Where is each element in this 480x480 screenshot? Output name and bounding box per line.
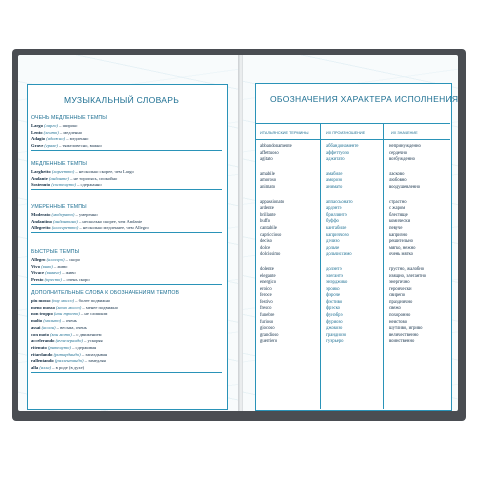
- italian-term: buffo: [260, 219, 271, 225]
- entry-term: alla: [31, 365, 39, 371]
- term-meaning: любовно: [389, 178, 407, 184]
- term-pronunciation: ардэнтэ: [326, 206, 342, 212]
- italian-term: agitato: [260, 157, 273, 163]
- term-pronunciation: дэчизо: [326, 239, 340, 245]
- entry-term: accelerando: [31, 338, 55, 344]
- entry-meaning: – ускоряя: [82, 338, 103, 344]
- term-meaning: возбужденно: [389, 157, 415, 163]
- group-spacer: [326, 192, 358, 200]
- dictionary-entry: [31, 338, 222, 345]
- entry-meaning: – очень скоро: [61, 277, 90, 283]
- term-meaning: капризно: [389, 232, 408, 238]
- term-pronunciation: фунэбрэ: [326, 313, 343, 319]
- entry-term: Andante: [31, 175, 48, 181]
- term-pronunciation: грандиозо: [326, 332, 347, 338]
- entry-pronunciation: (анданте): [49, 175, 69, 181]
- term-pronunciation: амабиле: [326, 171, 343, 177]
- entry-meaning: – несколько скорее, чем Andante: [77, 218, 143, 224]
- entry-meaning: – не слишком: [79, 311, 108, 317]
- term-pronunciation: эроико: [326, 286, 340, 292]
- entry-term: ritenuto: [31, 344, 47, 350]
- entry-term: Allegro: [31, 257, 46, 262]
- column-divider: [383, 123, 384, 409]
- entry-pronunciation: (ларгетто): [51, 169, 75, 174]
- dictionary-entry: [31, 143, 222, 150]
- section-heading: БЫСТРЫЕ ТЕМПЫ: [31, 249, 80, 255]
- entry-meaning: – сдержанно: [75, 182, 102, 188]
- title-divider: [255, 123, 450, 124]
- entry-term: assai: [31, 324, 41, 330]
- column-header-italian: ИТАЛЬЯНСКИЕ ТЕРМИНЫ: [260, 131, 309, 135]
- italian-term: ardente: [260, 206, 274, 212]
- term-pronunciation: энэрджико: [326, 280, 348, 286]
- dictionary-entry: [31, 270, 222, 277]
- term-meaning: празднично: [389, 299, 413, 305]
- entry-meaning: – умеренно: [74, 212, 98, 217]
- dictionary-entry: [31, 123, 222, 130]
- dictionary-entry: [31, 225, 222, 232]
- term-meaning: певуче: [389, 225, 403, 231]
- dictionary-entry: [31, 182, 222, 189]
- column-header-meaning: ИХ ЗНАЧЕНИЕ: [391, 131, 418, 135]
- page-title: ОБОЗНАЧЕНИЯ ХАРАКТЕРА ИСПОЛНЕНИЯ: [270, 94, 458, 104]
- term-pronunciation: фрэско: [326, 306, 340, 312]
- entry-meaning: – медленно: [65, 136, 89, 142]
- dictionary-section: [31, 288, 222, 373]
- term-pronunciation: аппассьонато: [326, 199, 353, 205]
- term-pronunciation: джокозо: [326, 326, 343, 332]
- term-meaning: неистово: [389, 319, 408, 325]
- term-meaning: блестяще: [389, 212, 408, 218]
- entry-term: Grave: [31, 143, 44, 149]
- term-meaning: воодушевленно: [389, 184, 421, 190]
- italian-term: feroce: [260, 293, 272, 299]
- entry-pronunciation: (ритардандо): [53, 351, 81, 357]
- italian-term: capriccioso: [260, 232, 282, 238]
- dictionary-entry: [31, 298, 222, 305]
- italian-term: giocoso: [260, 326, 275, 332]
- dictionary-entry: [31, 352, 222, 359]
- entry-pronunciation: (адажио): [46, 136, 66, 142]
- entry-meaning: – с движением: [71, 331, 102, 337]
- term-meaning: решительно: [389, 239, 414, 245]
- group-spacer: [260, 164, 292, 172]
- entry-meaning: – медленно: [58, 129, 83, 135]
- dictionary-entry: [31, 345, 222, 352]
- dictionary-section: [31, 159, 222, 190]
- entry-term: Sostenuto: [31, 182, 51, 188]
- dictionary-entry: [31, 311, 222, 318]
- dictionary-entry: [31, 358, 222, 365]
- entry-pronunciation: (пиу моссо): [51, 298, 75, 303]
- italian-term: cantabile: [260, 225, 277, 231]
- italian-term: guerriero: [260, 339, 278, 345]
- entry-pronunciation: (виваче): [45, 270, 62, 276]
- entry-meaning: – замедляя: [83, 358, 106, 364]
- entry-pronunciation: (алла): [39, 365, 52, 371]
- term-meaning: очень мягко: [389, 252, 413, 258]
- term-pronunciation: фуриозо: [326, 319, 343, 325]
- entry-term: Presto: [31, 277, 44, 283]
- dictionary-section: [31, 247, 222, 285]
- italian-term: dolce: [260, 245, 271, 251]
- italian-term: funebre: [260, 313, 275, 319]
- entry-term: Vivo: [31, 263, 41, 269]
- entry-term: ritardando: [31, 351, 53, 357]
- entry-pronunciation: (ритенуто): [47, 344, 71, 350]
- entry-pronunciation: (ассаи): [41, 324, 56, 330]
- entry-pronunciation: (виво): [41, 263, 53, 269]
- entry-meaning: – тяжеловесно, важно: [57, 143, 102, 149]
- italian-term: brillante: [260, 212, 276, 218]
- term-pronunciation: дольчиссимо: [326, 252, 352, 258]
- entry-term: meno mosso: [31, 304, 55, 310]
- italian-term: grandioso: [260, 332, 279, 338]
- term-meaning: свежо: [389, 306, 401, 312]
- term-meaning: шутливо, игриво: [389, 326, 423, 332]
- entry-term: rallentando: [31, 358, 54, 364]
- term-pronunciation: дольче: [326, 245, 340, 251]
- entry-pronunciation: (андантино): [53, 218, 78, 224]
- dictionary-entry: [31, 219, 222, 226]
- group-spacer: [389, 164, 426, 172]
- italian-terms-column: [260, 144, 292, 346]
- dictionary-section: [31, 113, 222, 151]
- term-meaning: непринужденно: [389, 144, 421, 149]
- term-pronunciation: элегантэ: [326, 273, 344, 279]
- group-spacer: [260, 192, 292, 200]
- entry-term: Moderato: [31, 212, 51, 217]
- entry-term: con moto: [31, 331, 49, 337]
- entry-pronunciation: (ларго): [44, 123, 58, 128]
- group-spacer: [260, 259, 292, 267]
- dictionary-entry: [31, 130, 222, 137]
- entry-pronunciation: (аллегро): [46, 257, 65, 262]
- term-pronunciation: буффо: [326, 219, 339, 225]
- entry-term: Lento: [31, 129, 43, 135]
- italian-term: festivo: [260, 299, 273, 305]
- entry-pronunciation: (раллентандо): [54, 358, 84, 364]
- term-meaning: свирепо: [389, 293, 406, 299]
- term-meaning: с жаром: [389, 206, 406, 212]
- dictionary-entry: [31, 277, 222, 284]
- italian-term: energico: [260, 280, 277, 286]
- entry-term: piu mosso: [31, 298, 51, 303]
- dictionary-entry: [31, 264, 222, 271]
- italian-term: furioso: [260, 319, 274, 325]
- italian-term: animato: [260, 184, 276, 190]
- entry-meaning: – широко: [57, 123, 78, 128]
- term-pronunciation: аджитато: [326, 157, 345, 163]
- entry-meaning: – очень: [61, 318, 77, 324]
- entry-term: Andantino: [31, 218, 52, 224]
- term-pronunciation: гуэрьеро: [326, 339, 344, 345]
- term-pronunciation: аморозо: [326, 178, 343, 184]
- term-meaning: сердечно: [389, 150, 408, 156]
- section-heading: ОЧЕНЬ МЕДЛЕННЫЕ ТЕМПЫ: [31, 115, 107, 121]
- entry-pronunciation: (граве): [44, 143, 58, 149]
- entry-meaning: – живо: [61, 270, 76, 276]
- term-pronunciation: кантабиле: [326, 225, 347, 231]
- section-heading: МЕДЛЕННЫЕ ТЕМПЫ: [31, 161, 87, 167]
- term-pronunciation: фэстиво: [326, 299, 343, 305]
- term-meaning: комически: [389, 219, 411, 225]
- page-title: МУЗЫКАЛЬНЫЙ СЛОВАРЬ: [64, 95, 180, 105]
- term-meaning: изящно, элегантно: [389, 273, 427, 279]
- dictionary-entry: [31, 325, 222, 332]
- italian-term: affettuoso: [260, 150, 279, 156]
- entry-term: Largo: [31, 123, 43, 128]
- term-meaning: мягко, нежно: [389, 245, 416, 251]
- term-pronunciation: аффеттуозо: [326, 150, 349, 156]
- group-spacer: [389, 192, 426, 200]
- term-meaning: ласково: [389, 171, 405, 177]
- dictionary-section: [31, 202, 222, 233]
- section-heading: ДОПОЛНИТЕЛЬНЫЕ СЛОВА К ОБОЗНАЧЕНИЯМ ТЕМПОВ: [31, 290, 180, 296]
- pronunciation-column: [326, 144, 358, 346]
- italian-term: amabile: [260, 171, 275, 177]
- group-spacer: [326, 259, 358, 267]
- entry-meaning: – весьма, очень: [55, 324, 87, 330]
- italian-term: appassionato: [260, 199, 285, 205]
- section-heading: УМЕРЕННЫЕ ТЕМПЫ: [31, 204, 87, 210]
- entry-meaning: – несколько скорее, чем Largo: [74, 169, 134, 174]
- term-pronunciation: долэнтэ: [326, 266, 342, 272]
- dictionary-entry: [31, 332, 222, 339]
- italian-term: amoroso: [260, 178, 277, 184]
- group-spacer: [326, 164, 358, 172]
- entry-term: molto: [31, 318, 43, 324]
- entry-meaning: – в роде (в духе): [51, 365, 85, 371]
- dictionary-entry: [31, 365, 222, 372]
- entry-term: non troppo: [31, 311, 53, 317]
- header-divider: [255, 139, 450, 140]
- entry-pronunciation: (состенуто): [51, 182, 76, 188]
- italian-term: dolcissimo: [260, 252, 281, 258]
- term-meaning: грустно, жалобно: [389, 266, 425, 272]
- entry-meaning: – более подвижно: [74, 298, 111, 303]
- entry-pronunciation: (нон троппо): [53, 311, 80, 317]
- entry-pronunciation: (модерато): [51, 212, 75, 217]
- term-meaning: воинственно: [389, 339, 415, 345]
- dictionary-entry: [31, 318, 222, 325]
- entry-term: Adagio: [31, 136, 46, 142]
- meaning-column: [389, 144, 426, 346]
- entry-term: Allegretto: [31, 225, 51, 231]
- italian-term: dolente: [260, 266, 274, 272]
- italian-term: fresco: [260, 306, 272, 312]
- entry-term: Vivace: [31, 270, 45, 276]
- italian-term: eroico: [260, 286, 272, 292]
- term-pronunciation: аббандонаменте: [326, 144, 359, 149]
- entry-meaning: – не торопясь, спокойно: [68, 175, 118, 181]
- entry-pronunciation: (кон мото): [50, 331, 72, 337]
- term-meaning: энергично: [389, 280, 410, 286]
- entry-pronunciation: (мольто): [43, 318, 62, 324]
- term-pronunciation: каприччозо: [326, 232, 349, 238]
- dictionary-entry: [31, 257, 222, 264]
- term-pronunciation: фэроче: [326, 293, 341, 299]
- dictionary-entry: [31, 305, 222, 312]
- italian-term: elegante: [260, 273, 276, 279]
- dictionary-entry: [31, 169, 222, 176]
- column-header-pronunciation: ИХ ПРОИЗНОШЕНИЕ: [326, 131, 366, 135]
- right-page: [243, 55, 458, 411]
- entry-pronunciation: (аччелерандо): [55, 338, 83, 344]
- term-pronunciation: анимато: [326, 184, 343, 190]
- dictionary-entry: [31, 136, 222, 143]
- term-pronunciation: бриллянтэ: [326, 212, 347, 218]
- entry-meaning: – живо: [52, 263, 68, 269]
- dictionary-entry: [31, 212, 222, 219]
- entry-term: Larghetto: [31, 169, 51, 174]
- entry-pronunciation: (аллегретто): [51, 225, 79, 231]
- entry-pronunciation: (ленто): [43, 129, 59, 135]
- entry-pronunciation: (престо): [44, 277, 62, 283]
- entry-pronunciation: (мено моссо): [56, 304, 82, 310]
- term-meaning: героически: [389, 286, 412, 292]
- entry-meaning: – сдерживая: [70, 344, 97, 350]
- group-spacer: [389, 259, 426, 267]
- dictionary-entry: [31, 176, 222, 183]
- term-meaning: страстно: [389, 199, 407, 205]
- entry-meaning: – несколько медленнее, чем Allegro: [78, 225, 149, 231]
- column-divider: [320, 123, 321, 409]
- entry-meaning: – скоро: [64, 257, 81, 262]
- term-meaning: величественно: [389, 332, 419, 338]
- entry-meaning: – менее подвижно: [81, 304, 119, 310]
- italian-term: deciso: [260, 239, 272, 245]
- italian-term: abbandonamente: [260, 144, 292, 149]
- left-page: [18, 55, 239, 411]
- term-meaning: похоронно: [389, 313, 411, 319]
- entry-meaning: – запаздывая: [80, 351, 108, 357]
